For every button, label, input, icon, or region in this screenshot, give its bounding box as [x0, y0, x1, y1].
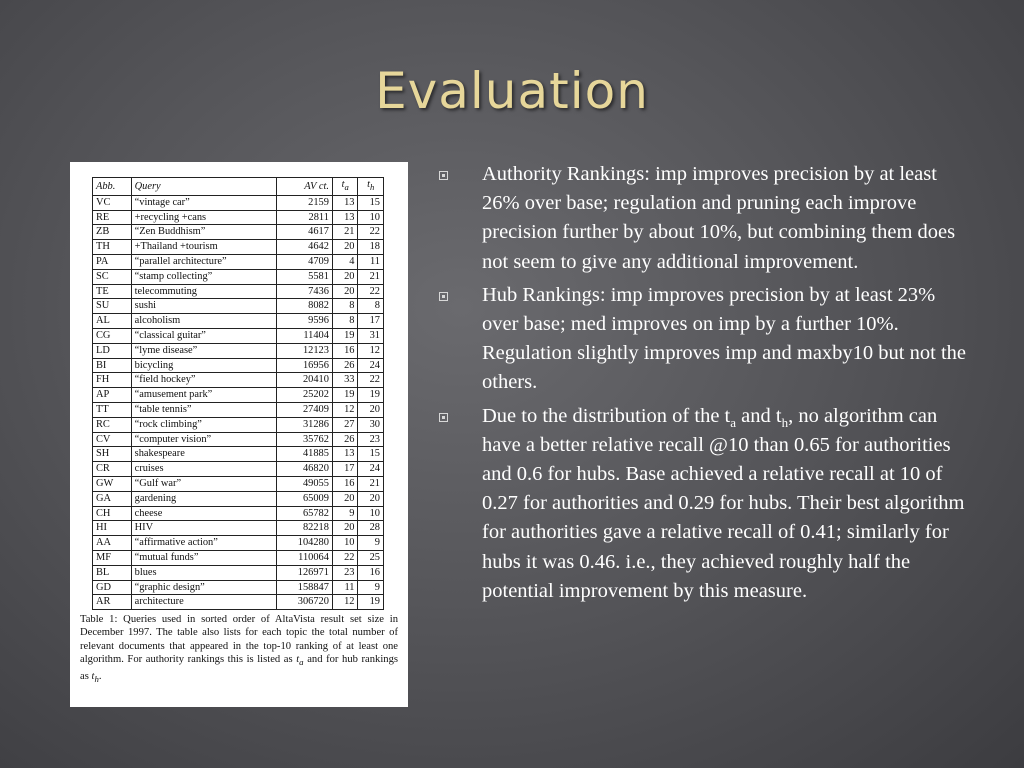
cell-av-count: 7436	[276, 284, 332, 299]
cell-th: 31	[358, 329, 384, 344]
cell-th: 17	[358, 314, 384, 329]
bullet-authority-rankings	[436, 160, 976, 277]
cell-abb: CH	[93, 506, 132, 521]
cell-ta: 20	[332, 491, 358, 506]
cell-av-count: 65782	[276, 506, 332, 521]
table-row	[93, 314, 384, 329]
cell-abb: CG	[93, 329, 132, 344]
table-figure	[70, 162, 408, 707]
cell-ta: 17	[332, 462, 358, 477]
bullet-subscript: h	[781, 414, 789, 430]
cell-abb: HI	[93, 521, 132, 536]
cell-ta: 13	[332, 210, 358, 225]
cell-abb: AP	[93, 388, 132, 403]
cell-abb: CR	[93, 462, 132, 477]
cell-ta: 9	[332, 506, 358, 521]
cell-th: 11	[358, 255, 384, 270]
table-row	[93, 358, 384, 373]
cell-abb: ZB	[93, 225, 132, 240]
cell-av-count: 4617	[276, 225, 332, 240]
cell-av-count: 31286	[276, 417, 332, 432]
cell-th: 22	[358, 373, 384, 388]
cell-query: “mutual funds”	[131, 551, 276, 566]
bullet-subscript: a	[730, 414, 737, 430]
table-row	[93, 329, 384, 344]
cell-query: +Thailand +tourism	[131, 240, 276, 255]
cell-av-count: 5581	[276, 269, 332, 284]
table-row	[93, 210, 384, 225]
cell-query: bicycling	[131, 358, 276, 373]
cell-query: “stamp collecting”	[131, 269, 276, 284]
cell-query: “rock climbing”	[131, 417, 276, 432]
bullet-text-part: , no algorithm can have a better relative recall @10 than 0.65 for authorities and 0.6 for hubs. Base achieved a relative recall at 10 of 0.27 for authorities and 0.29 for hubs. Their best algorithm for authorities gave a relative recall of 0.41; similarly for hubs it was 0.46. i.e., they achieved roughly half the potential improvement by this measure.	[482, 404, 965, 602]
cell-th: 21	[358, 477, 384, 492]
table-row	[93, 447, 384, 462]
header-query: Query	[131, 178, 276, 196]
cell-ta: 8	[332, 299, 358, 314]
cell-th: 15	[358, 195, 384, 210]
cell-ta: 4	[332, 255, 358, 270]
cell-query: cruises	[131, 462, 276, 477]
cell-query: architecture	[131, 595, 276, 610]
cell-av-count: 110064	[276, 551, 332, 566]
table-row	[93, 255, 384, 270]
cell-query: “vintage car”	[131, 195, 276, 210]
cell-th: 24	[358, 462, 384, 477]
cell-abb: AR	[93, 595, 132, 610]
cell-ta: 20	[332, 284, 358, 299]
cell-query: sushi	[131, 299, 276, 314]
table-row	[93, 284, 384, 299]
table-row	[93, 225, 384, 240]
cell-av-count: 9596	[276, 314, 332, 329]
cell-av-count: 35762	[276, 432, 332, 447]
cell-av-count: 46820	[276, 462, 332, 477]
cell-abb: GA	[93, 491, 132, 506]
cell-abb: AA	[93, 536, 132, 551]
cell-abb: PA	[93, 255, 132, 270]
bullet-list	[436, 160, 976, 610]
cell-abb: TT	[93, 403, 132, 418]
cell-th: 12	[358, 343, 384, 358]
cell-th: 9	[358, 536, 384, 551]
cell-av-count: 2159	[276, 195, 332, 210]
cell-th: 22	[358, 284, 384, 299]
slide-title: Evaluation	[375, 62, 649, 120]
cell-query: “graphic design”	[131, 580, 276, 595]
cell-th: 9	[358, 580, 384, 595]
cell-ta: 19	[332, 329, 358, 344]
cell-ta: 12	[332, 403, 358, 418]
cell-ta: 16	[332, 477, 358, 492]
cell-av-count: 12123	[276, 343, 332, 358]
table-row	[93, 195, 384, 210]
table-row	[93, 580, 384, 595]
queries-table	[92, 177, 384, 610]
cell-av-count: 4642	[276, 240, 332, 255]
caption-sub-h: h	[94, 673, 99, 684]
cell-abb: TH	[93, 240, 132, 255]
cell-av-count: 104280	[276, 536, 332, 551]
bullet-hub-rankings	[436, 281, 976, 398]
cell-abb: AL	[93, 314, 132, 329]
cell-query: blues	[131, 565, 276, 580]
cell-abb: TE	[93, 284, 132, 299]
header-ta-var: t	[341, 179, 345, 190]
cell-query: shakespeare	[131, 447, 276, 462]
header-ta-sub: a	[344, 182, 349, 193]
header-ta	[332, 178, 358, 196]
cell-ta: 22	[332, 551, 358, 566]
cell-ta: 12	[332, 595, 358, 610]
cell-abb: SU	[93, 299, 132, 314]
cell-av-count: 8082	[276, 299, 332, 314]
table-row	[93, 477, 384, 492]
cell-th: 23	[358, 432, 384, 447]
caption-sub-a: a	[299, 657, 304, 668]
table-row	[93, 551, 384, 566]
cell-query: “amusement park”	[131, 388, 276, 403]
table-row	[93, 506, 384, 521]
table-row	[93, 417, 384, 432]
table-caption	[80, 613, 398, 686]
cell-ta: 13	[332, 195, 358, 210]
table-row	[93, 521, 384, 536]
cell-ta: 11	[332, 580, 358, 595]
header-av-count: AV ct.	[276, 178, 332, 196]
bullet-text: Hub Rankings: imp improves precision by at least 23% over base; med improves on imp by a further 10%. Regulation slightly improves imp and maxby10 but not the others.	[482, 283, 966, 394]
cell-th: 21	[358, 269, 384, 284]
cell-query: +recycling +cans	[131, 210, 276, 225]
cell-th: 24	[358, 358, 384, 373]
cell-ta: 27	[332, 417, 358, 432]
cell-th: 20	[358, 491, 384, 506]
cell-th: 18	[358, 240, 384, 255]
cell-ta: 26	[332, 432, 358, 447]
cell-th: 28	[358, 521, 384, 536]
table-row	[93, 343, 384, 358]
cell-av-count: 82218	[276, 521, 332, 536]
cell-av-count: 49055	[276, 477, 332, 492]
cell-av-count: 25202	[276, 388, 332, 403]
cell-av-count: 11404	[276, 329, 332, 344]
cell-query: “classical guitar”	[131, 329, 276, 344]
cell-ta: 23	[332, 565, 358, 580]
cell-ta: 16	[332, 343, 358, 358]
cell-abb: FH	[93, 373, 132, 388]
cell-query: “affirmative action”	[131, 536, 276, 551]
cell-abb: RC	[93, 417, 132, 432]
table-row	[93, 595, 384, 610]
cell-av-count: 158847	[276, 580, 332, 595]
cell-av-count: 2811	[276, 210, 332, 225]
cell-query: “Zen Buddhism”	[131, 225, 276, 240]
cell-th: 15	[358, 447, 384, 462]
cell-query: “field hockey”	[131, 373, 276, 388]
cell-abb: GW	[93, 477, 132, 492]
cell-ta: 8	[332, 314, 358, 329]
table-row	[93, 536, 384, 551]
table-row	[93, 373, 384, 388]
cell-th: 19	[358, 388, 384, 403]
cell-av-count: 41885	[276, 447, 332, 462]
cell-abb: RE	[93, 210, 132, 225]
cell-th: 30	[358, 417, 384, 432]
cell-ta: 20	[332, 521, 358, 536]
square-bullet-icon	[439, 292, 448, 301]
cell-th: 20	[358, 403, 384, 418]
cell-query: “table tennis”	[131, 403, 276, 418]
table-row	[93, 432, 384, 447]
bullet-distribution	[436, 402, 976, 606]
cell-av-count: 306720	[276, 595, 332, 610]
square-bullet-icon	[439, 171, 448, 180]
cell-av-count: 4709	[276, 255, 332, 270]
cell-abb: GD	[93, 580, 132, 595]
table-row	[93, 403, 384, 418]
cell-abb: SH	[93, 447, 132, 462]
table-row	[93, 565, 384, 580]
cell-abb: VC	[93, 195, 132, 210]
cell-abb: CV	[93, 432, 132, 447]
cell-th: 10	[358, 210, 384, 225]
cell-ta: 21	[332, 225, 358, 240]
table-row	[93, 491, 384, 506]
cell-av-count: 27409	[276, 403, 332, 418]
header-th	[358, 178, 384, 196]
cell-query: “Gulf war”	[131, 477, 276, 492]
cell-query: telecommuting	[131, 284, 276, 299]
cell-th: 25	[358, 551, 384, 566]
cell-av-count: 20410	[276, 373, 332, 388]
cell-query: “lyme disease”	[131, 343, 276, 358]
table-header-row	[93, 178, 384, 196]
cell-th: 19	[358, 595, 384, 610]
cell-ta: 13	[332, 447, 358, 462]
table-row	[93, 462, 384, 477]
caption-text-1: Table 1: Queries used in sorted order of AltaVista result set size in December 1997. The table also lists for each topic the total number of relevant documents that appeared in the top-10 ranking of at least one algorithm. For authority rankings this is listed as	[80, 614, 398, 666]
cell-abb: LD	[93, 343, 132, 358]
square-bullet-icon	[439, 413, 448, 422]
caption-text-2: and for hub rankings as	[80, 654, 399, 682]
table-row	[93, 240, 384, 255]
caption-var-h: t	[91, 670, 95, 682]
cell-abb: BI	[93, 358, 132, 373]
table-body	[93, 195, 384, 609]
cell-ta: 26	[332, 358, 358, 373]
cell-ta: 20	[332, 269, 358, 284]
cell-th: 8	[358, 299, 384, 314]
caption-var-a: t	[296, 654, 300, 666]
cell-query: alcoholism	[131, 314, 276, 329]
cell-ta: 20	[332, 240, 358, 255]
cell-av-count: 65009	[276, 491, 332, 506]
cell-av-count: 126971	[276, 565, 332, 580]
cell-query: “computer vision”	[131, 432, 276, 447]
cell-av-count: 16956	[276, 358, 332, 373]
cell-query: cheese	[131, 506, 276, 521]
table-row	[93, 388, 384, 403]
header-th-sub: h	[370, 182, 375, 193]
cell-th: 16	[358, 565, 384, 580]
cell-query: “parallel architecture”	[131, 255, 276, 270]
cell-ta: 33	[332, 373, 358, 388]
cell-ta: 10	[332, 536, 358, 551]
cell-query: HIV	[131, 521, 276, 536]
header-th-var: t	[367, 179, 370, 190]
cell-query: gardening	[131, 491, 276, 506]
cell-th: 22	[358, 225, 384, 240]
caption-text-3: .	[98, 670, 102, 682]
cell-abb: BL	[93, 565, 132, 580]
table-row	[93, 269, 384, 284]
cell-abb: MF	[93, 551, 132, 566]
bullet-text: Authority Rankings: imp improves precision by at least 26% over base; regulation and pruning each improve precision further by about 10%, but combining them does not seem to give any additional improvement.	[482, 163, 956, 273]
table-row	[93, 299, 384, 314]
bullet-text-part: Due to the distribution of the t	[482, 404, 731, 427]
bullet-text-part: and t	[736, 404, 782, 427]
cell-ta: 19	[332, 388, 358, 403]
header-abb: Abb.	[93, 178, 132, 196]
cell-abb: SC	[93, 269, 132, 284]
cell-th: 10	[358, 506, 384, 521]
